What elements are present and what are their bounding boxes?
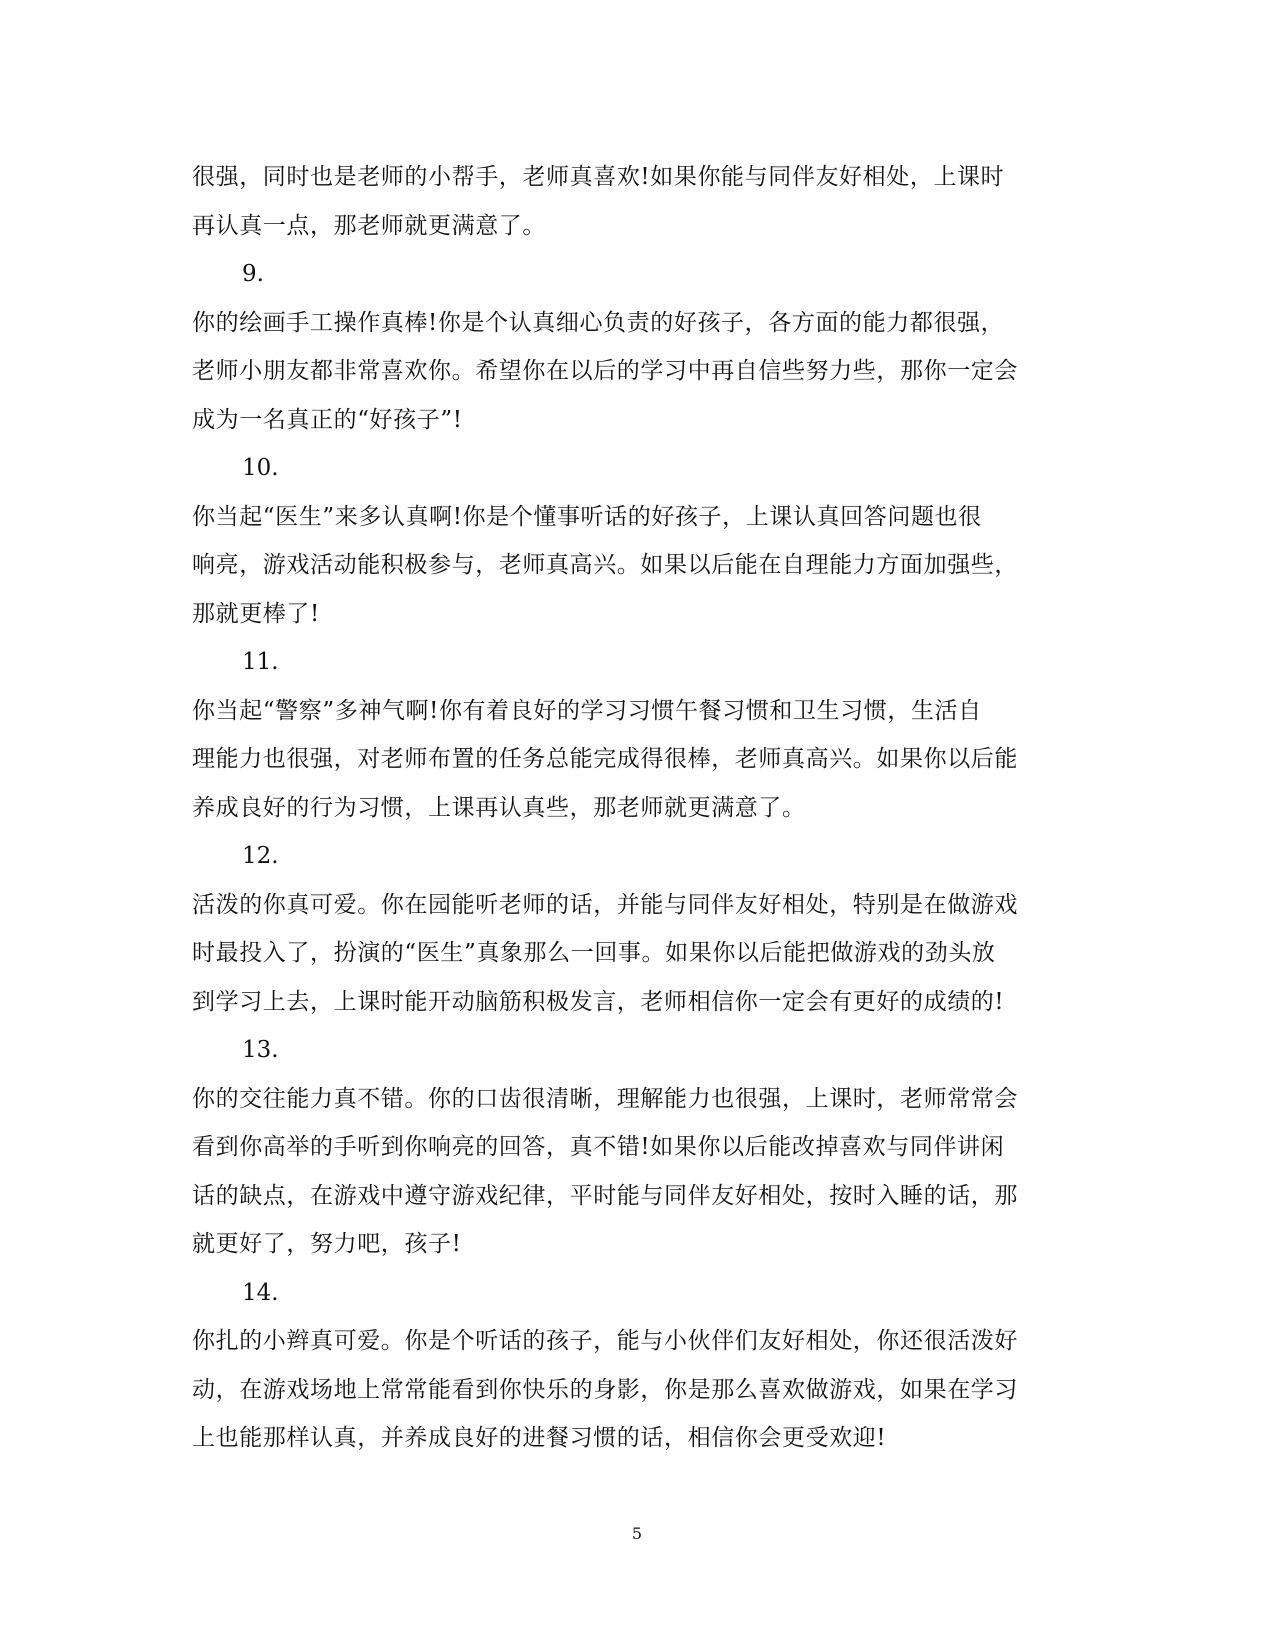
text-line: 就更好了，努力吧，孩子! bbox=[192, 1231, 462, 1257]
text-line: 你当起“医生”来多认真啊!你是个懂事听话的好孩子，上课认真回答问题也很 bbox=[192, 503, 982, 530]
text-line: 理能力也很强，对老师布置的任务总能完成得很棒，老师真高兴。如果你以后能 bbox=[192, 746, 1018, 772]
page-number: 5 bbox=[631, 1524, 643, 1543]
item-number: 14. bbox=[242, 1279, 279, 1306]
text-line: 到学习上去，上课时能开动脑筋积极发言，老师相信你一定会有更好的成绩的! bbox=[192, 988, 1005, 1015]
item-number: 12. bbox=[242, 843, 279, 869]
text-line: 活泼的你真可爱。你在园能听老师的话，并能与同伴友好相处，特别是在做游戏 bbox=[192, 891, 1018, 918]
item-number: 10. bbox=[242, 455, 279, 481]
text-line: 动，在游戏场地上常常能看到你快乐的身影，你是那么喜欢做游戏，如果在学习 bbox=[192, 1376, 1018, 1403]
text-line: 老师小朋友都非常喜欢你。希望你在以后的学习中再自信些努力些，那你一定会 bbox=[192, 358, 1018, 384]
text-line: 养成良好的行为习惯，上课再认真些，那老师就更满意了。 bbox=[192, 794, 806, 821]
text-line: 时最投入了，扮演的“医生”真象那么一回事。如果你以后能把做游戏的劲头放 bbox=[192, 940, 996, 966]
text-line: 上也能那样认真，并养成良好的进餐习惯的话，相信你会更受欢迎! bbox=[192, 1425, 887, 1451]
text-line: 响亮，游戏活动能积极参与，老师真高兴。如果以后能在自理能力方面加强些， bbox=[192, 552, 1018, 578]
document-body bbox=[192, 153, 1072, 1463]
text-line: 话的缺点，在游戏中遵守游戏纪律，平时能与同伴友好相处，按时入睡的话，那 bbox=[192, 1182, 1018, 1209]
text-line: 很强，同时也是老师的小帮手，老师真喜欢!如果你能与同伴友好相处，上课时 bbox=[192, 164, 1005, 190]
text-line: 你的绘画手工操作真棒!你是个认真细心负责的好孩子，各方面的能力都很强， bbox=[192, 309, 1005, 336]
item-number: 13. bbox=[242, 1037, 279, 1063]
text-line: 你扎的小辫真可爱。你是个听话的孩子，能与小伙伴们友好相处，你还很活泼好 bbox=[192, 1328, 1018, 1354]
item-number: 9. bbox=[242, 261, 264, 287]
text-line: 成为一名真正的“好孩子”! bbox=[192, 406, 463, 433]
text-line: 那就更棒了! bbox=[192, 600, 320, 627]
item-number: 11. bbox=[242, 649, 279, 675]
text-line: 你当起“警察”多神气啊!你有着良好的学习习惯午餐习惯和卫生习惯，生活自 bbox=[192, 697, 982, 724]
text-line: 再认真一点，那老师就更满意了。 bbox=[192, 212, 546, 239]
text-line: 看到你高举的手听到你响亮的回答，真不错!如果你以后能改掉喜欢与同伴讲闲 bbox=[192, 1134, 1005, 1160]
text-line: 你的交往能力真不错。你的口齿很清晰，理解能力也很强，上课时，老师常常会 bbox=[192, 1085, 1018, 1112]
